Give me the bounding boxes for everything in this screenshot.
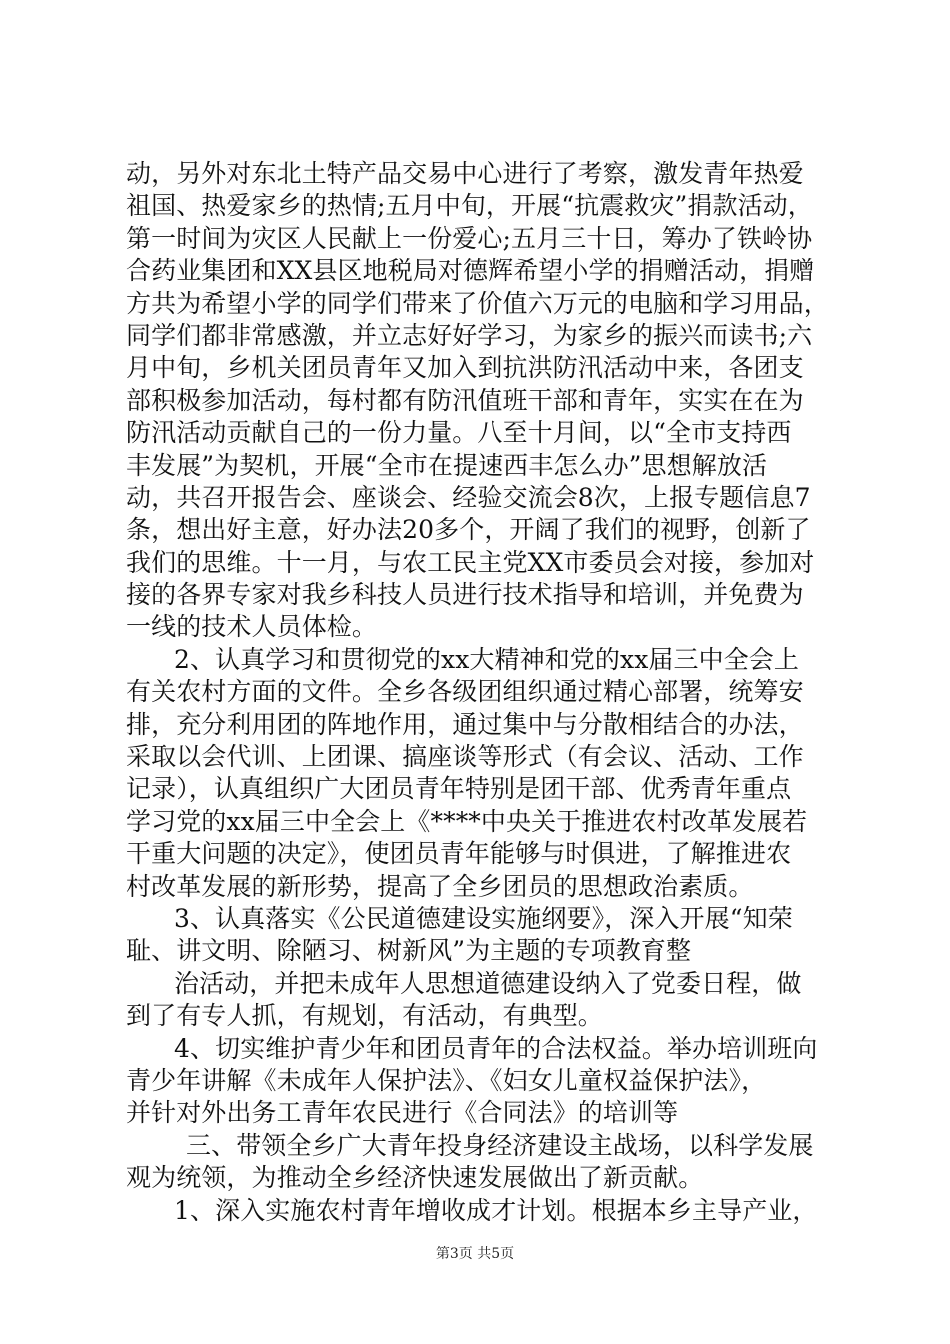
paragraph-start-line: 3、认真落实《公民道德建设实施纲要》，深入开展“知荣 [174, 903, 793, 933]
page-footer: 第3页 共5页 [435, 1246, 515, 1262]
text-line: 第一时间为灾区人民献上一份爱心;五月三十日，筹办了铁岭协 [126, 223, 813, 253]
text-line: 动，另外对东北土特产品交易中心进行了考察，激发青年热爱 [126, 159, 804, 188]
text-line: 动，共召开报告会、座谈会、经验交流会8次，上报专题信息7 [126, 482, 811, 512]
text-line: 月中旬，乡机关团员青年又加入到抗洪防汛活动中来，各团支 [126, 353, 804, 383]
paragraph-start-line: 治活动，并把未成年人思想道德建设纳入了党委日程，做 [174, 968, 802, 998]
text-line: 接的各界专家对我乡科技人员进行技术指导和培训，并免费为 [126, 580, 804, 610]
text-line: 排，充分利用团的阵地作用，通过集中与分散相结合的办法， [126, 709, 804, 739]
text-line: 青少年讲解《未成年人保护法》、《妇女儿童权益保护法》， [126, 1065, 767, 1095]
text-line: 方共为希望小学的同学们带来了价值六万元的电脑和学习用品， [126, 288, 829, 318]
paragraph-start-line: 4、切实维护青少年和团员青年的合法权益。举办培训班向 [174, 1033, 818, 1063]
text-line: 同学们都非常感激，并立志好好学习，为家乡的振兴而读书;六 [126, 320, 813, 350]
text-line: 并针对外出务工青年农民进行《合同法》的培训等 [126, 1098, 679, 1128]
text-line: 记录），认真组织广大团员青年特别是团干部、优秀青年重点 [126, 774, 792, 804]
text-line: 一线的技术人员体检。 [126, 612, 378, 642]
paragraph-start-line: 2、认真学习和贯彻党的xx大精神和党的xx届三中全会上 [174, 644, 800, 674]
body-text [126, 158, 846, 1227]
text-line: 采取以会代训、上团课、搞座谈等形式（有会议、活动、工作 [126, 742, 804, 772]
text-line: 到了有专人抓，有规划，有活动，有典型。 [126, 1001, 603, 1031]
text-line: 丰发展”为契机，开展“全市在提速西丰怎么办”思想解放活 [126, 450, 768, 480]
text-line: 合药业集团和XX县区地税局对德辉希望小学的捐赠活动，捐赠 [126, 256, 815, 286]
text-line: 有关农村方面的文件。全乡各级团组织通过精心部署，统筹安 [126, 677, 804, 707]
paragraph-start-line: 1、深入实施农村青年增收成才计划。根据本乡主导产业， [174, 1195, 818, 1225]
text-line: 防汛活动贡献自己的一份力量。八至十月间，以“全市支持西 [126, 418, 792, 448]
text-line: 我们的思维。十一月，与农工民主党XX市委员会对接，参加对 [126, 547, 815, 577]
section-heading-line: 三、带领全乡广大青年投身经济建设主战场，以科学发展 [186, 1130, 814, 1160]
text-line: 条，想出好主意，好办法20多个，开阔了我们的视野，创新了 [126, 515, 811, 545]
text-line: 耻、讲文明、除陋习、树新风”为主题的专项教育整 [126, 936, 692, 966]
text-line: 观为统领，为推动全乡经济快速发展做出了新贡献。 [126, 1163, 704, 1193]
text-line: 祖国、热爱家乡的热情;五月中旬，开展“抗震救灾”捐款活动， [126, 191, 813, 221]
text-line: 干重大问题的决定》，使团员青年能够与时俱进，了解推进农 [126, 839, 792, 869]
text-line: 部积极参加活动，每村都有防汛值班干部和青年，实实在在为 [126, 385, 804, 415]
text-line: 学习党的xx届三中全会上《****中央关于推进农村改革发展若 [126, 806, 808, 836]
text-line: 村改革发展的新形势，提高了全乡团员的思想政治素质。 [126, 871, 754, 901]
